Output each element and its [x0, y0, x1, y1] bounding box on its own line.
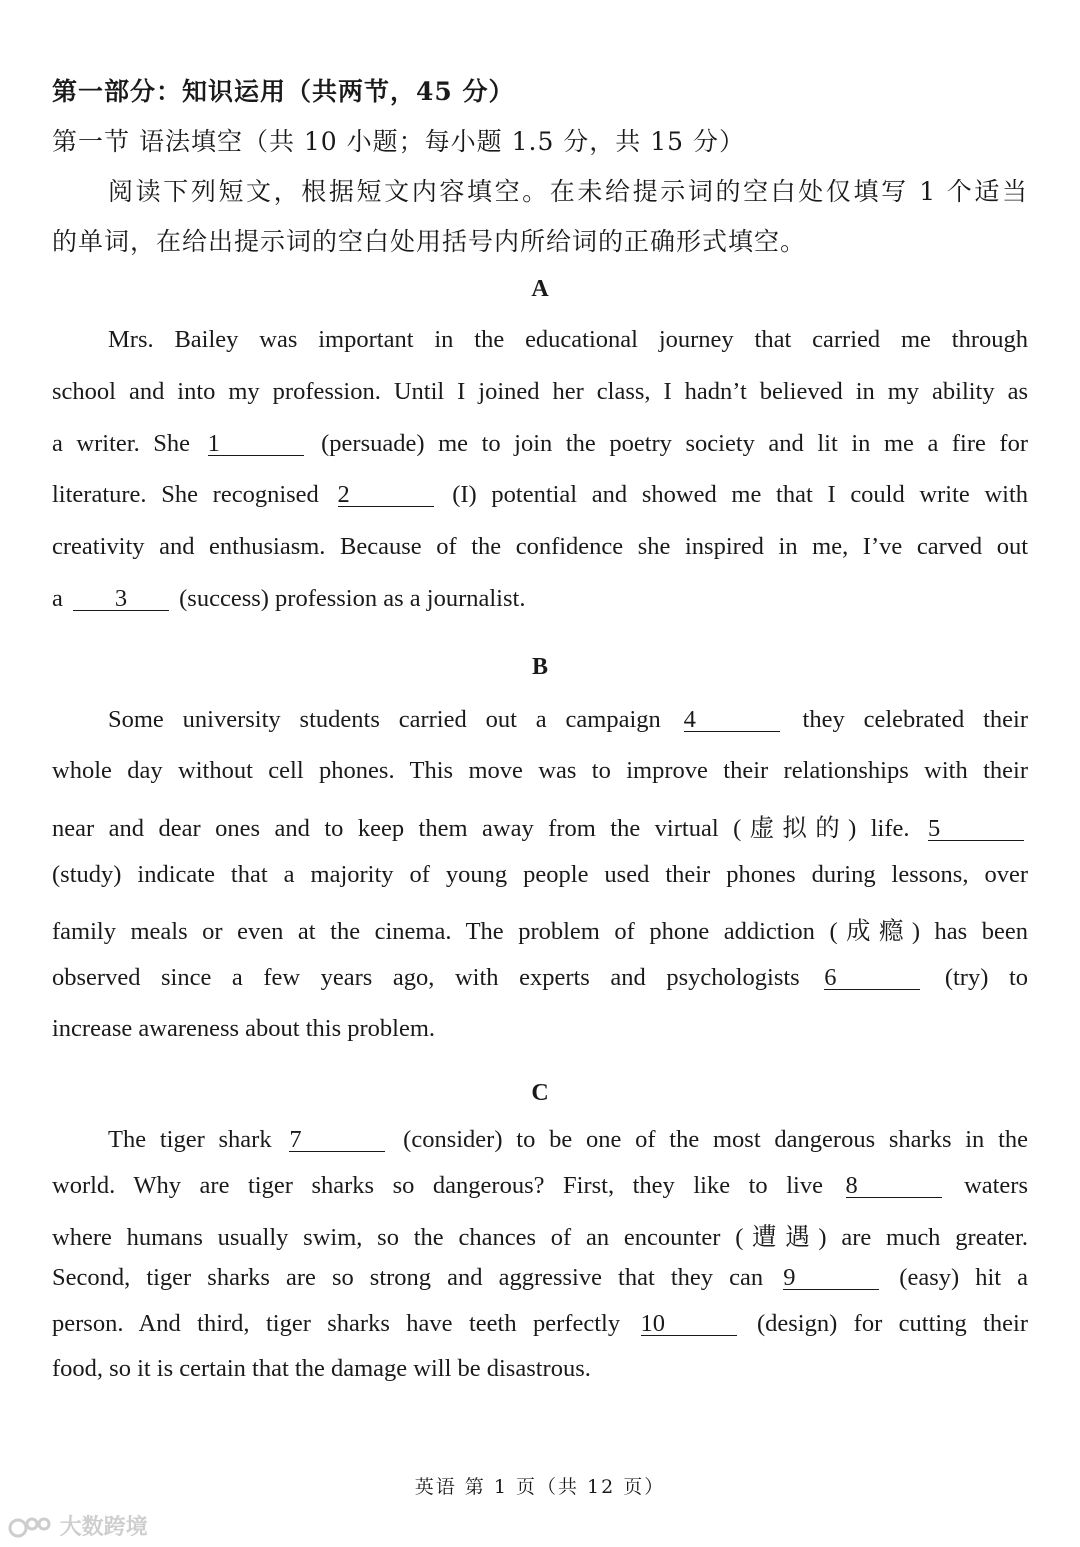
passage-line: increase awareness about this problem. — [52, 1015, 436, 1042]
part-title: 第一部分：知识运用（共两节，45 分） — [52, 77, 515, 106]
answer-blank[interactable]: 5 — [928, 818, 1024, 841]
passage-line: food, so it is certain that the damage will be disastrous. — [52, 1355, 591, 1382]
passage-line: Mrs. Bailey was important in the educational journey that carried me through — [108, 326, 1028, 353]
answer-blank[interactable]: 9 — [783, 1267, 879, 1290]
passage-line: whole day without cell phones. This move was to improve their relationships with their — [52, 757, 1028, 784]
answer-blank[interactable]: 6 — [824, 967, 920, 990]
instruction-line: 阅读下列短文，根据短文内容填空。在未给提示词的空白处仅填写 1 个适当 — [108, 177, 1028, 206]
answer-blank[interactable]: 3 — [73, 588, 169, 611]
passage-line: school and into my profession. Until I joined her class, I hadn’t believed in my ability as — [52, 378, 1028, 405]
watermark — [8, 1510, 148, 1541]
watermark-logo-icon — [8, 1515, 52, 1541]
passage-line: creativity and enthusiasm. Because of the confidence she inspired in me, I’ve carved out — [52, 533, 1028, 560]
passage-line: literature. She recognised 2 (I) potential and showed me that I could write with — [52, 481, 1029, 508]
answer-blank[interactable]: 1 — [208, 433, 304, 456]
section-title: 第一节 语法填空（共 10 小题；每小题 1.5 分，共 15 分） — [52, 127, 746, 156]
answer-blank[interactable]: 2 — [338, 484, 434, 507]
passage-line: where humans usually swim, so the chances of an encounter (遭遇) are much greater. — [52, 1224, 1028, 1251]
passage-line: world. Why are tiger sharks so dangerous? First, they like to live 8 waters — [52, 1172, 1029, 1199]
passage-line: a writer. She 1 (persuade) me to join the poetry society and lit in me a fire for — [52, 430, 1028, 457]
answer-blank[interactable]: 7 — [289, 1129, 385, 1152]
answer-blank[interactable]: 10 — [641, 1313, 737, 1336]
answer-blank[interactable]: 8 — [846, 1175, 942, 1198]
passage-line: The tiger shark 7 (consider) to be one of the most dangerous sharks in the — [108, 1126, 1029, 1153]
passage-line: (study) indicate that a majority of young people used their phones during lessons, over — [52, 861, 1028, 888]
passage-line: near and dear ones and to keep them away from the virtual (虚拟的) life. 5 — [52, 809, 1028, 844]
watermark-text: 大数跨境 — [59, 1515, 148, 1540]
passage-label-c: C — [531, 1080, 549, 1106]
instruction-line: 的单词，在给出提示词的空白处用括号内所给词的正确形式填空。 — [52, 227, 807, 256]
answer-blank[interactable]: 4 — [684, 709, 780, 732]
page-footer: 英语 第 1 页（共 12 页） — [414, 1476, 666, 1498]
passage-line: a 3 (success) profession as a journalist. — [52, 585, 526, 612]
passage-line: Second, tiger sharks are so strong and aggressive that they can 9 (easy) hit a — [52, 1264, 1029, 1291]
passage-line: Some university students carried out a campaign 4 they celebrated their — [108, 706, 1028, 733]
passage-label-a: A — [531, 276, 549, 302]
passage-line: family meals or even at the cinema. The problem of phone addiction (成瘾) has been — [52, 918, 1028, 945]
passage-line: person. And third, tiger sharks have teeth perfectly 10 (design) for cutting their — [52, 1310, 1029, 1337]
passage-line: observed since a few years ago, with experts and psychologists 6 (try) to — [52, 964, 1028, 991]
passage-label-b: B — [531, 654, 548, 680]
